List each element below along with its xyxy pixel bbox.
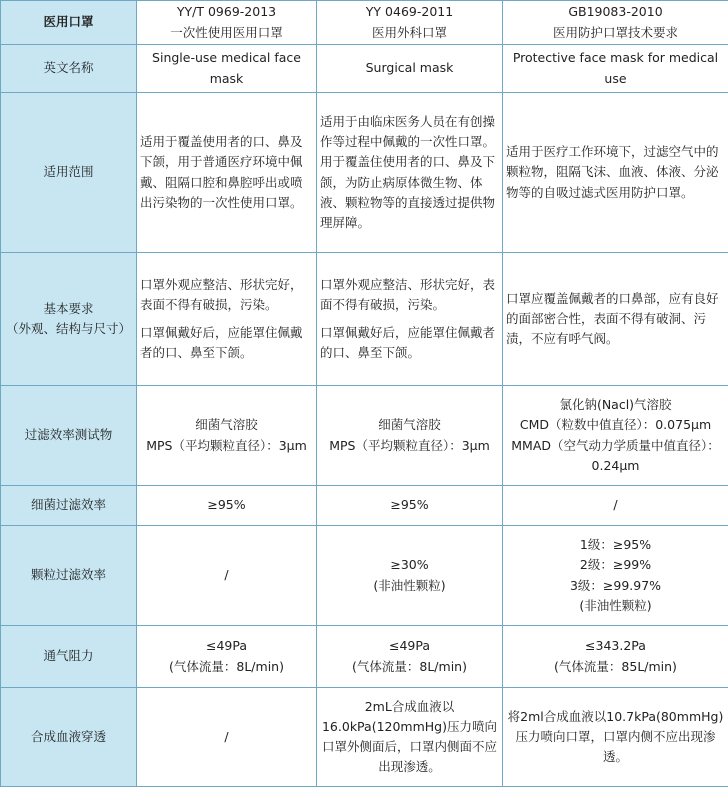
english-name-col2: Surgical mask — [317, 45, 503, 93]
header-row — [1, 1, 728, 45]
scope-col3: 适用于医疗工作环境下，过滤空气中的颗粒物，阻隔飞沫、血液、体液、分泌物等的自吸过滤式医用防护口罩。 — [503, 93, 728, 253]
row-bfe — [1, 486, 728, 526]
resistance-col3-line1: ≤343.2Pa — [506, 636, 725, 656]
blood-col3: 将2ml合成血液以10.7kPa(80mmHg) 压力喷向口罩，口罩内侧不应出现渗透。 — [503, 688, 728, 787]
test-agent-col3-line1: 氯化钠(Nacl)气溶胶 — [506, 395, 725, 415]
test-agent-col3-line3: MMAD（空气动力学质量中值直径）：0.24μm — [506, 436, 725, 477]
row-english-name — [1, 45, 728, 93]
resistance-col1 — [137, 626, 317, 688]
blood-col1: / — [137, 688, 317, 787]
basic-col2 — [317, 253, 503, 386]
test-agent-col1-line1: 细菌气溶胶 — [140, 415, 313, 435]
row-label-pfe: 颗粒过滤效率 — [1, 526, 137, 626]
resistance-col1-line1: ≤49Pa — [140, 636, 313, 656]
row-basic-requirements — [1, 253, 728, 386]
basic-col2-para1: 口罩外观应整洁、形状完好，表面不得有破损，污染。 — [320, 275, 499, 316]
basic-label-line1: 基本要求 — [4, 299, 133, 319]
pfe-col1: / — [137, 526, 317, 626]
test-agent-col3-line2: CMD（粒数中值直径）：0.075μm — [506, 415, 725, 435]
header-col1 — [137, 1, 317, 45]
pfe-col3 — [503, 526, 728, 626]
scope-col2-para1: 适用于由临床医务人员在有创操作等过程中佩戴的一次性口罩。 — [320, 112, 499, 153]
header-col2 — [317, 1, 503, 45]
bfe-col2: ≥95% — [317, 486, 503, 526]
resistance-col2 — [317, 626, 503, 688]
row-label-basic-requirements — [1, 253, 137, 386]
basic-col1-para1: 口罩外观应整洁、形状完好，表面不得有破损，污染。 — [140, 275, 313, 316]
pfe-col3-line3: 3级：≥99.97% — [506, 576, 725, 596]
pfe-col2-line1: ≥30% — [320, 555, 499, 575]
resistance-col2-line2: (气体流量：8L/min) — [320, 657, 499, 677]
basic-col2-para2: 口罩佩戴好后，应能罩住佩戴者的口、鼻至下颌。 — [320, 323, 499, 364]
english-name-col1: Single-use medical face mask — [137, 45, 317, 93]
row-label-test-agent: 过滤效率测试物 — [1, 386, 137, 486]
row-label-blood: 合成血液穿透 — [1, 688, 137, 787]
row-label-resistance: 通气阻力 — [1, 626, 137, 688]
pfe-col2 — [317, 526, 503, 626]
test-agent-col2 — [317, 386, 503, 486]
english-name-col3: Protective face mask for medical use — [503, 45, 728, 93]
bfe-col1: ≥95% — [137, 486, 317, 526]
basic-col1-para2: 口罩佩戴好后，应能罩住佩戴者的口、鼻至下颌。 — [140, 323, 313, 364]
pfe-col3-line1: 1级：≥95% — [506, 535, 725, 555]
basic-label-line2: （外观、结构与尺寸） — [4, 319, 133, 339]
row-scope — [1, 93, 728, 253]
basic-col3: 口罩应覆盖佩戴者的口鼻部，应有良好的面部密合性，表面不得有破洞、污渍，不应有呼气阀。 — [503, 253, 728, 386]
pfe-col3-line2: 2级：≥99% — [506, 555, 725, 575]
row-label-scope: 适用范围 — [1, 93, 137, 253]
basic-col1 — [137, 253, 317, 386]
test-agent-col1-line2: MPS（平均颗粒直径）：3μm — [140, 436, 313, 456]
row-label-bfe: 细菌过滤效率 — [1, 486, 137, 526]
header-col1-standard: YY/T 0969-2013 — [140, 2, 313, 22]
resistance-col2-line1: ≤49Pa — [320, 636, 499, 656]
scope-col2 — [317, 93, 503, 253]
header-col2-standard: YY 0469-2011 — [320, 2, 499, 22]
resistance-col3-line2: (气体流量：85L/min) — [506, 657, 725, 677]
header-col3-standard: GB19083-2010 — [506, 2, 725, 22]
row-blood — [1, 688, 728, 787]
row-label-english-name: 英文名称 — [1, 45, 137, 93]
row-resistance — [1, 626, 728, 688]
scope-col1: 适用于覆盖使用者的口、鼻及下颌，用于普通医疗环境中佩戴、阻隔口腔和鼻腔呼出或喷出污染物的一次性使用口罩。 — [137, 93, 317, 253]
header-col3 — [503, 1, 728, 45]
header-col2-name: 医用外科口罩 — [320, 23, 499, 43]
row-test-agent — [1, 386, 728, 486]
header-col1-name: 一次性使用医用口罩 — [140, 23, 313, 43]
pfe-col2-line2: (非油性颗粒) — [320, 576, 499, 596]
header-corner: 医用口罩 — [1, 1, 137, 45]
bfe-col3: / — [503, 486, 728, 526]
test-agent-col1 — [137, 386, 317, 486]
blood-col2: 2mL合成血液以16.0kPa(120mmHg)压力喷向口罩外侧面后，口罩内侧面不应出现渗透。 — [317, 688, 503, 787]
scope-col2-para2: 用于覆盖住使用者的口、鼻及下颌，为防止病原体微生物、体液、颗粒物等的直接透过提供物理屏障。 — [320, 152, 499, 233]
resistance-col1-line2: (气体流量：8L/min) — [140, 657, 313, 677]
test-agent-col3 — [503, 386, 728, 486]
test-agent-col2-line1: 细菌气溶胶 — [320, 415, 499, 435]
header-col3-name: 医用防护口罩技术要求 — [506, 23, 725, 43]
test-agent-col2-line2: MPS（平均颗粒直径）：3μm — [320, 436, 499, 456]
resistance-col3 — [503, 626, 728, 688]
pfe-col3-line4: (非油性颗粒) — [506, 596, 725, 616]
row-pfe — [1, 526, 728, 626]
